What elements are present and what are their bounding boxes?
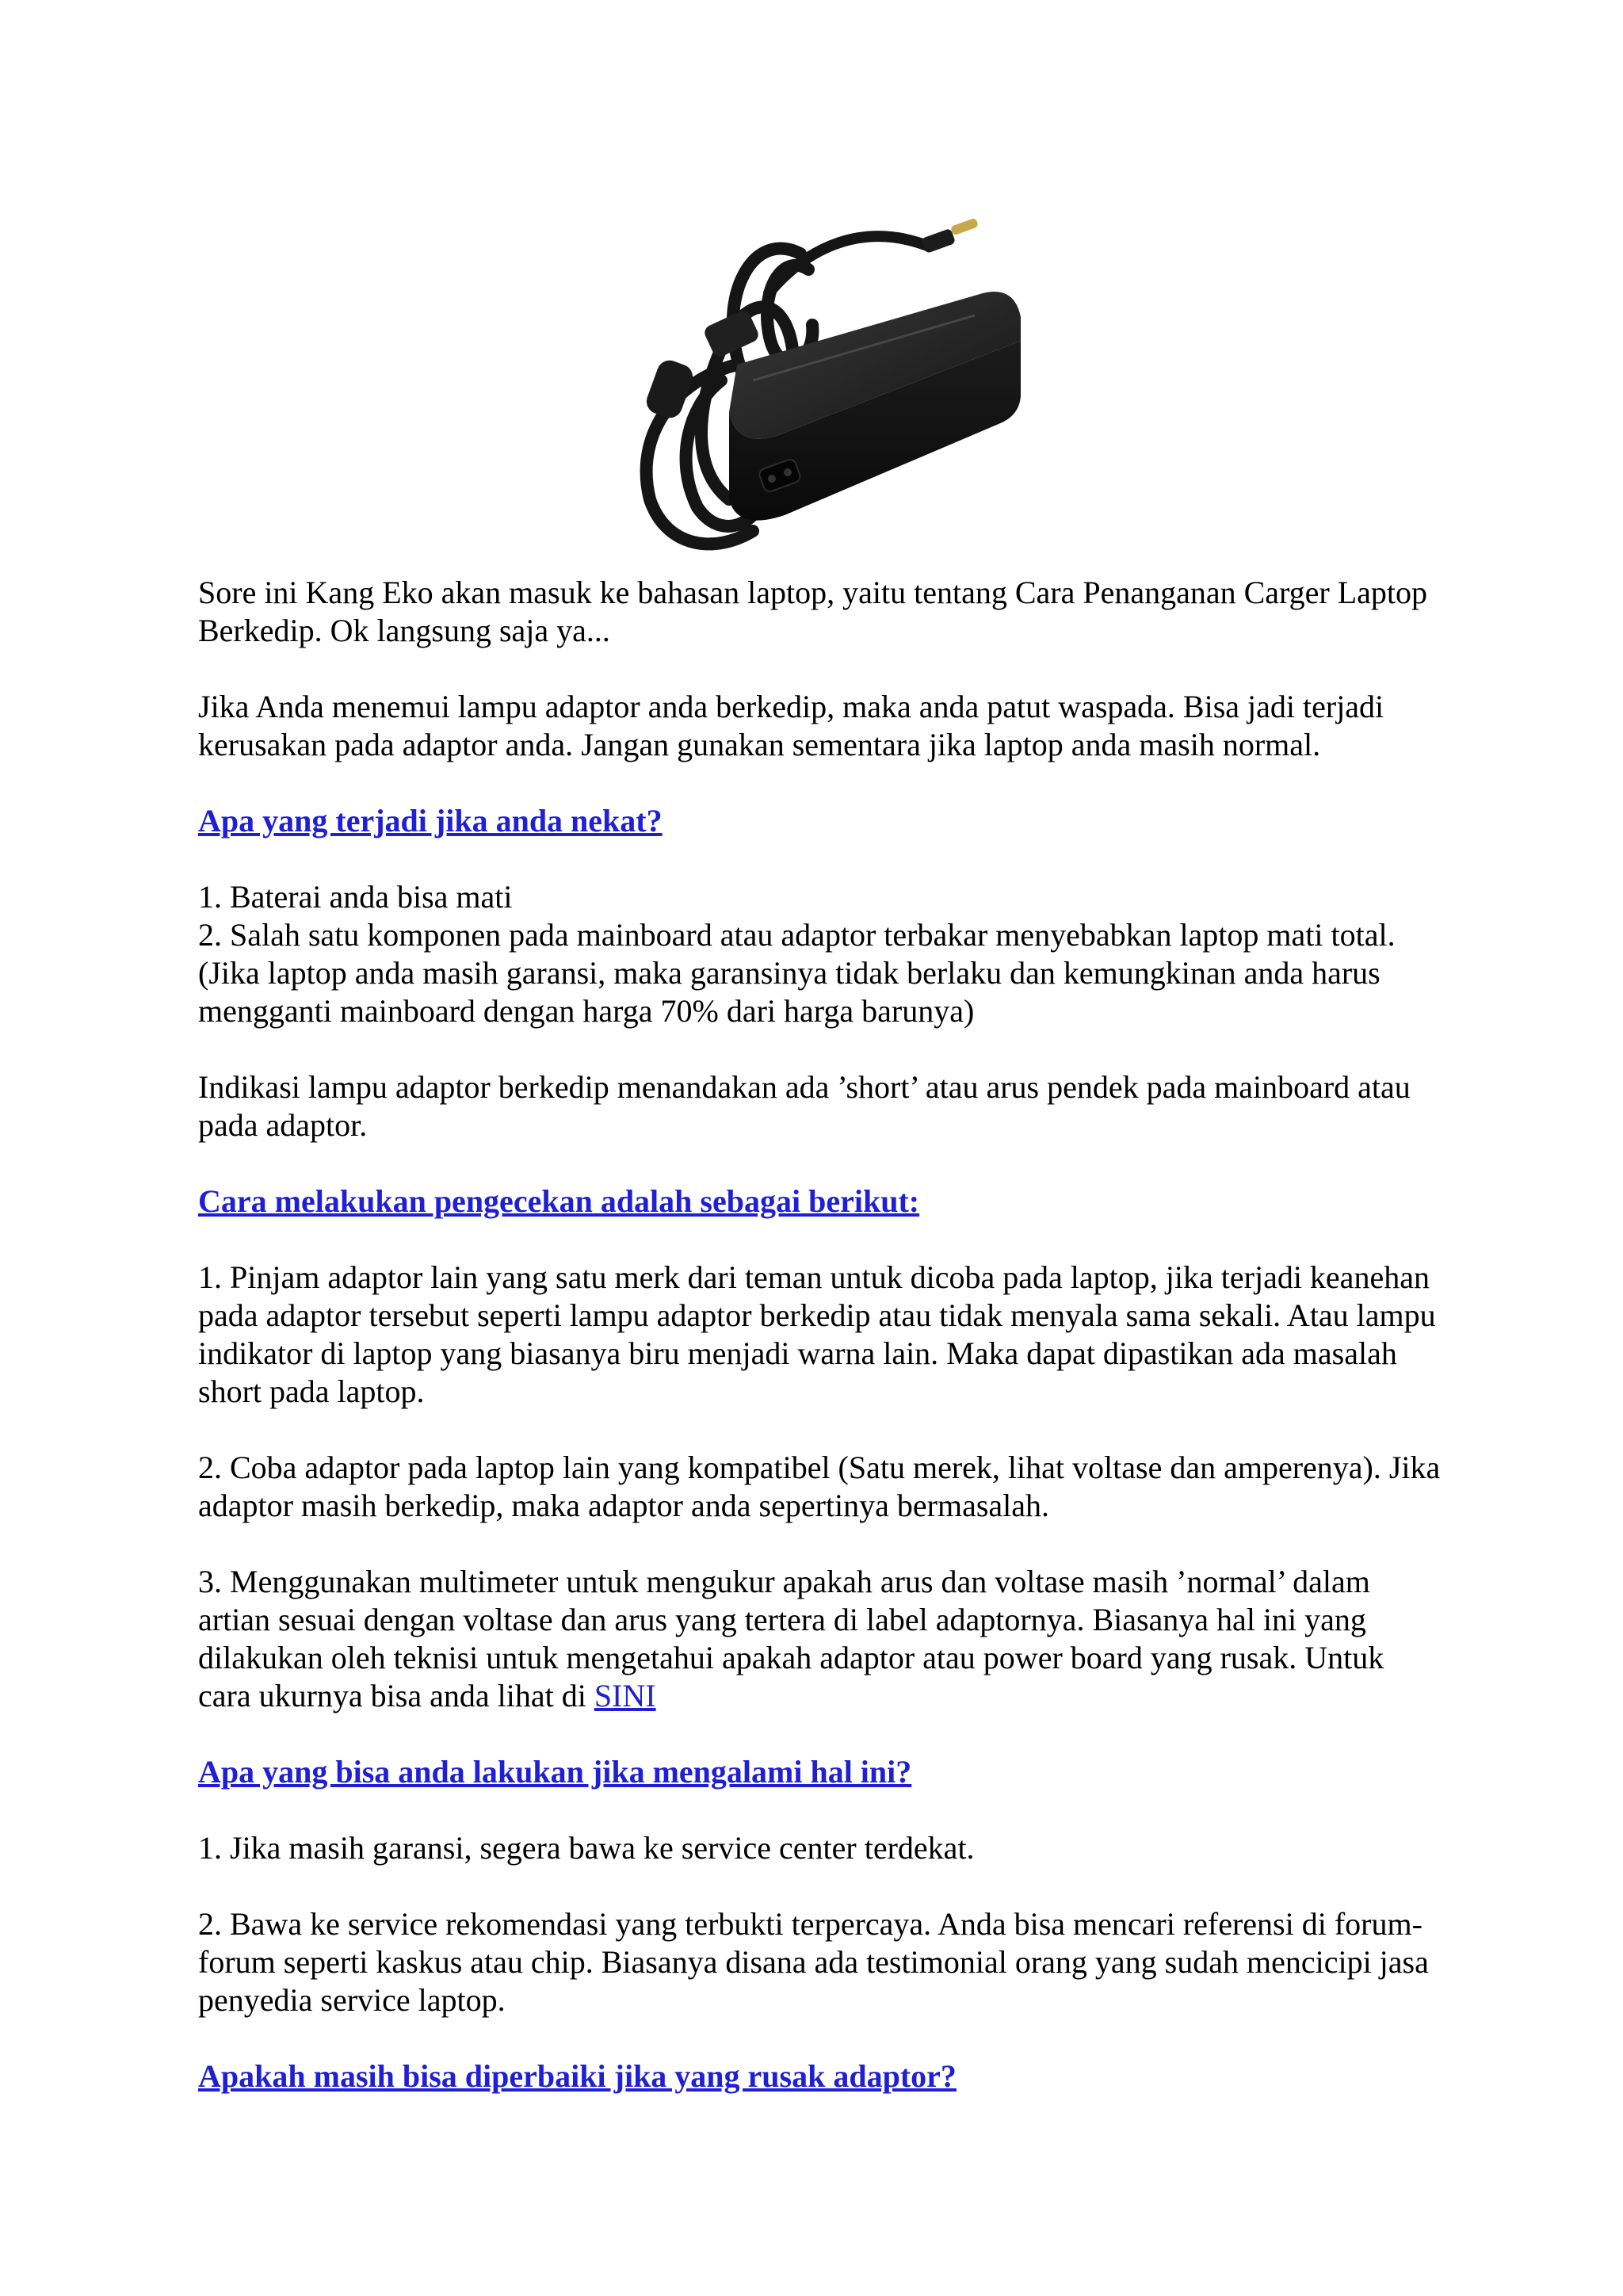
list-item: 1. Baterai anda bisa mati: [198, 879, 513, 915]
warning-paragraph: Jika Anda menemui lampu adaptor anda berkedip, maka anda patut waspada. Bisa jadi terjadi kerusakan pada adaptor anda. Jangan gunakan sementara jika laptop anda masih normal.: [198, 689, 1384, 762]
heading-actions: [198, 1753, 1442, 1791]
indication-paragraph: Indikasi lampu adaptor berkedip menandakan ada ’short’ atau arus pendek pada mainboard atau pada adaptor.: [198, 1069, 1411, 1143]
heading-repair-question: [198, 2057, 1442, 2095]
list-item: 2. Salah satu komponen pada mainboard atau adaptor terbakar menyebabkan laptop mati total. (Jika laptop anda masih garansi, maka garansinya tidak berlaku dan kemungkinan anda harus mengganti mainboard dengan harga 70% dari harga barunya): [198, 917, 1396, 1029]
heading-consequences: [198, 802, 1442, 840]
heading-repair-question-link[interactable]: Apakah masih bisa diperbaiki jika yang rusak adaptor?: [198, 2058, 957, 2094]
check-step-2: 2. Coba adaptor pada laptop lain yang kompatibel (Satu merek, lihat voltase dan amperenya). Jika adaptor masih berkedip, maka adaptor anda sepertinya bermasalah.: [198, 1450, 1441, 1523]
heading-actions-link[interactable]: Apa yang bisa anda lakukan jika mengalami hal ini?: [198, 1754, 912, 1790]
check-step-3: [198, 1563, 1442, 1715]
consequence-list: [198, 878, 1442, 1030]
action-2: 2. Bawa ke service rekomendasi yang terbukti terpercaya. Anda bisa mencari referensi di forum-forum seperti kaskus atau chip. Biasanya disana ada testimonial orang yang sudah mencicipi jasa penyedia service laptop.: [198, 1906, 1429, 2018]
action-1: 1. Jika masih garansi, segera bawa ke service center terdekat.: [198, 1830, 975, 1866]
article-body: [198, 574, 1442, 2134]
check-step-3-text: 3. Menggunakan multimeter untuk mengukur apakah arus dan voltase masih ’normal’ dalam artian sesuai dengan voltase dan arus yang tertera di label adaptornya. Biasanya hal ini yang dilakukan oleh teknisi untuk mengetahui apakah adaptor atau power board yang rusak. Untuk cara ukurnya bisa anda lihat di: [198, 1564, 1384, 1713]
heading-consequences-link[interactable]: Apa yang terjadi jika anda nekat?: [198, 803, 663, 839]
sini-link[interactable]: SINI: [594, 1678, 656, 1713]
check-step-1: 1. Pinjam adaptor lain yang satu merk dari teman untuk dicoba pada laptop, jika terjadi keanehan pada adaptor tersebut seperti lampu adaptor berkedip atau tidak menyala sama sekali. Atau lampu indikator di laptop yang biasanya biru menjadi warna lain. Maka dapat dipastikan ada masalah short pada laptop.: [198, 1259, 1436, 1409]
heading-check-method-link[interactable]: Cara melakukan pengecekan adalah sebagai berikut:: [198, 1183, 920, 1219]
intro-paragraph: Sore ini Kang Eko akan masuk ke bahasan laptop, yaitu tentang Cara Penanganan Carger Laptop Berkedip. Ok langsung saja ya...: [198, 575, 1428, 648]
heading-check-method: [198, 1182, 1442, 1221]
laptop-adapter-image: [602, 198, 1030, 579]
